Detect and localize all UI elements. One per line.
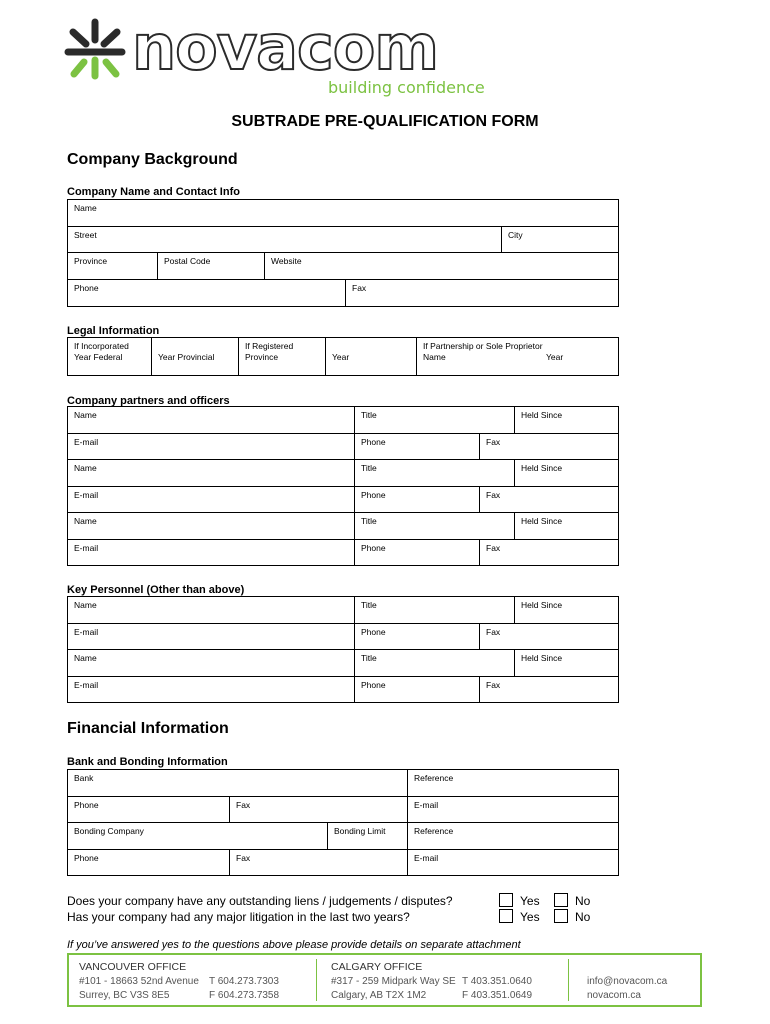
litigation-no-label: No — [575, 910, 591, 924]
liens-yes-checkbox[interactable] — [499, 893, 513, 907]
incorporated-label: If Incorporated — [74, 341, 129, 351]
key-personnel-heading: Key Personnel (Other than above) — [67, 584, 245, 596]
bonding-phone-field[interactable]: Phone — [74, 853, 99, 863]
vancouver-phone: T 604.273.7303 — [209, 976, 279, 987]
form-title: SUBTRADE PRE-QUALIFICATION FORM — [231, 113, 539, 130]
year-federal-label: Year Federal — [74, 352, 123, 362]
legal-info-table — [67, 337, 619, 376]
fax-field[interactable]: Fax — [345, 280, 618, 306]
phone-field[interactable]: Phone — [74, 283, 99, 293]
logo-wordmark: novacom — [132, 11, 438, 84]
contact-info-heading: Company Name and Contact Info — [67, 186, 240, 198]
vancouver-office-title: VANCOUVER OFFICE — [79, 961, 187, 973]
partner-title-field[interactable]: Title — [354, 513, 514, 539]
calgary-office-title: CALGARY OFFICE — [331, 961, 423, 973]
personnel-fax-field[interactable]: Fax — [479, 624, 618, 649]
company-background-heading: Company Background — [67, 151, 238, 168]
partner-held-since-field[interactable]: Held Since — [514, 460, 618, 486]
partner-title-field[interactable]: Title — [354, 460, 514, 486]
bonding-company-field[interactable]: Bonding Company — [74, 826, 144, 836]
bank-phone-field[interactable]: Phone — [74, 800, 99, 810]
calgary-phone: T 403.351.0640 — [462, 976, 532, 987]
company-logo — [64, 11, 494, 98]
partner-name-field[interactable]: Name — [74, 516, 97, 526]
partnership-year-field[interactable]: Year — [546, 352, 564, 362]
personnel-title-field[interactable]: Title — [354, 650, 514, 676]
personnel-email-field[interactable]: E-mail — [74, 627, 99, 637]
vancouver-fax: F 604.273.7358 — [209, 990, 280, 1001]
vancouver-address-line2: Surrey, BC V3S 8E5 — [79, 990, 170, 1001]
partner-email-field[interactable]: E-mail — [74, 490, 99, 500]
partner-phone-field[interactable]: Phone — [354, 540, 479, 565]
bonding-email-field[interactable]: E-mail — [407, 850, 618, 875]
legal-info-heading: Legal Information — [67, 325, 160, 337]
partner-email-field[interactable]: E-mail — [74, 543, 99, 553]
bank-field[interactable]: Bank — [74, 773, 94, 783]
footer-divider — [316, 959, 317, 1001]
partner-title-field[interactable]: Title — [354, 407, 514, 433]
litigation-yes-checkbox[interactable] — [499, 909, 513, 923]
partner-fax-field[interactable]: Fax — [479, 540, 618, 565]
litigation-question: Has your company had any major litigation in the last two years? — [67, 910, 410, 924]
partner-name-field[interactable]: Name — [74, 410, 97, 420]
partner-held-since-field[interactable]: Held Since — [514, 513, 618, 539]
contact-info-table — [67, 199, 619, 307]
calgary-address-line1: #317 - 259 Midpark Way SE — [331, 976, 456, 987]
year-provincial-field[interactable]: Year Provincial — [151, 338, 238, 375]
bank-email-field[interactable]: E-mail — [407, 797, 618, 822]
bonding-reference-field[interactable]: Reference — [407, 823, 618, 849]
asterisk-logo-icon — [64, 18, 126, 80]
personnel-phone-field[interactable]: Phone — [354, 677, 479, 702]
partner-phone-field[interactable]: Phone — [354, 487, 479, 512]
personnel-email-field[interactable]: E-mail — [74, 680, 99, 690]
personnel-held-since-field[interactable]: Held Since — [514, 650, 618, 676]
year-federal-field[interactable] — [68, 338, 151, 375]
personnel-phone-field[interactable]: Phone — [354, 624, 479, 649]
partner-name-field[interactable]: Name — [74, 463, 97, 473]
liens-no-checkbox[interactable] — [554, 893, 568, 907]
partners-table — [67, 406, 619, 566]
personnel-name-field[interactable]: Name — [74, 653, 97, 663]
calgary-fax: F 403.351.0649 — [462, 990, 533, 1001]
province-field[interactable]: Province — [74, 256, 108, 266]
attachment-note: If you’ve answered yes to the questions above please provide details on separate attachment — [67, 939, 521, 951]
registered-label: If Registered — [245, 341, 294, 351]
partner-fax-field[interactable]: Fax — [479, 434, 618, 459]
bonding-fax-field[interactable]: Fax — [229, 850, 407, 875]
office-footer — [67, 953, 702, 1007]
partners-heading: Company partners and officers — [67, 395, 230, 407]
bank-bonding-table — [67, 769, 619, 876]
partner-email-field[interactable]: E-mail — [74, 437, 99, 447]
partner-held-since-field[interactable]: Held Since — [514, 407, 618, 433]
partnership-name-label: Name — [423, 352, 446, 362]
street-field[interactable]: Street — [74, 230, 97, 240]
website-link[interactable]: novacom.ca — [587, 990, 641, 1001]
city-field[interactable]: City — [501, 227, 618, 252]
partner-fax-field[interactable]: Fax — [479, 487, 618, 512]
vancouver-address-line1: #101 - 18663 52nd Avenue — [79, 976, 199, 987]
partner-phone-field[interactable]: Phone — [354, 434, 479, 459]
logo-tagline: building confidence — [328, 78, 485, 97]
litigation-no-checkbox[interactable] — [554, 909, 568, 923]
postal-code-field[interactable]: Postal Code — [157, 253, 264, 279]
partnership-name-field[interactable] — [416, 338, 543, 375]
registered-year-field[interactable]: Year — [325, 338, 416, 375]
financial-info-heading: Financial Information — [67, 720, 229, 737]
bank-reference-field[interactable]: Reference — [407, 770, 618, 796]
bank-fax-field[interactable]: Fax — [229, 797, 407, 822]
partnership-label: If Partnership or Sole Proprietor — [423, 341, 543, 351]
province-label: Province — [245, 352, 279, 362]
liens-yes-label: Yes — [520, 894, 540, 908]
personnel-name-field[interactable]: Name — [74, 600, 97, 610]
key-personnel-table — [67, 596, 619, 703]
registered-province-field[interactable] — [238, 338, 325, 375]
bank-bonding-heading: Bank and Bonding Information — [67, 756, 228, 768]
company-name-field[interactable]: Name — [74, 203, 97, 213]
liens-question: Does your company have any outstanding liens / judgements / disputes? — [67, 894, 453, 908]
liens-no-label: No — [575, 894, 591, 908]
footer-divider — [568, 959, 569, 1001]
personnel-title-field[interactable]: Title — [354, 597, 514, 623]
contact-email-link[interactable]: info@novacom.ca — [587, 976, 668, 987]
website-field[interactable]: Website — [264, 253, 618, 279]
personnel-held-since-field[interactable]: Held Since — [514, 597, 618, 623]
litigation-yes-label: Yes — [520, 910, 540, 924]
calgary-address-line2: Calgary, AB T2X 1M2 — [331, 990, 427, 1001]
personnel-fax-field[interactable]: Fax — [479, 677, 618, 702]
bonding-limit-field[interactable]: Bonding Limit — [327, 823, 407, 849]
